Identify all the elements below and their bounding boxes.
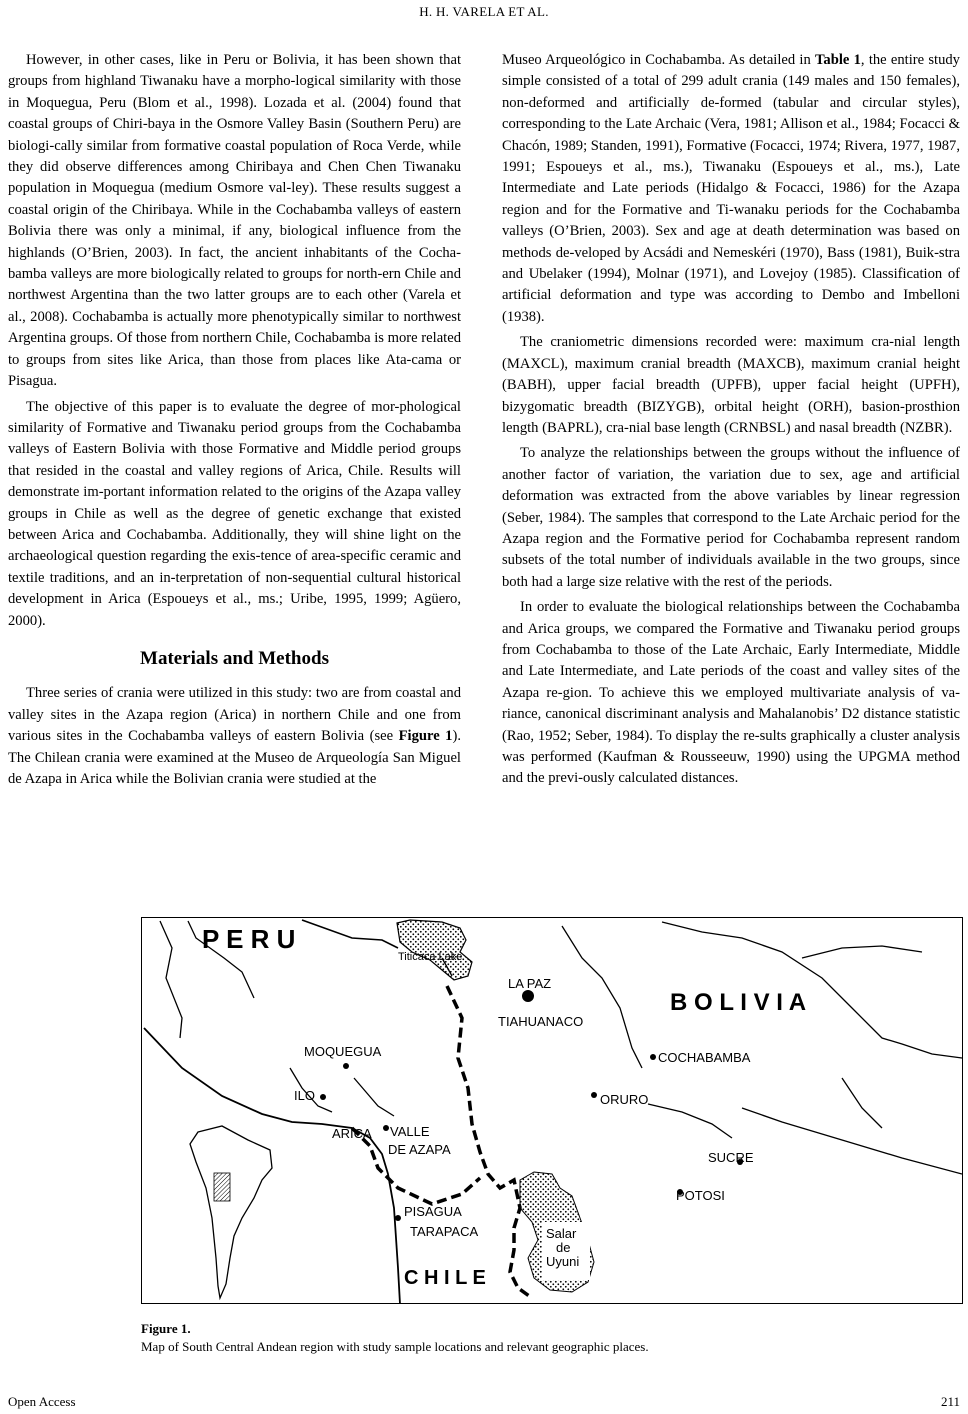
river [842,1078,882,1128]
moquegua-marker [343,1063,349,1069]
label-titicaca: Titicaca Lake [398,951,463,963]
figure-reference[interactable]: Figure 1 [398,728,453,745]
label-valle: VALLE [390,1124,430,1139]
table-reference[interactable]: Table 1 [815,52,861,68]
figure-caption-text: Map of South Central Andean region with study sample locations and relevant geographic places. [141,1339,649,1354]
paragraph: The objective of this paper is to evaluate the degree of mor-phological similarity of Formative and Tiwanaku period groups from the Cochabamba valleys of Eastern Bolivia with those Formative and Middle period groups that resided in the coastal and valley regions of Arica, Chile. Results will demonstrate im-portant information related to the origins of the Azapa valley groups in Chile as well as the degree of genetic exchange that existed between Arica and Cochabamba. Additionally, they will shine light on the archaeological question regarding the exis-tence of area-specific ceramic and textile traditions, and an in-terpretation of non-sequential cultural historical development in Arica (Espoueys et al., ms.; Uribe, 1995, 1999; Agüero, 2000). [8,398,461,629]
label-tarapaca: TARAPACA [410,1224,479,1239]
section-heading: Materials and Methods [140,647,329,669]
page-number: 211 [940,1394,960,1409]
oruro-marker [591,1092,597,1098]
border-line [447,986,532,1298]
label-tiahuanaco: TIAHUANACO [498,1014,584,1029]
map-svg [142,918,963,1304]
paragraph [502,50,960,328]
cochabamba-marker [650,1054,656,1060]
paragraph [8,683,461,790]
river [354,1078,394,1116]
figure-caption [141,1320,963,1356]
text-run: Museo Arqueológico in Cochabamba. As detailed in [502,52,816,68]
left-column [8,50,461,794]
footer-open-access: Open Access [8,1394,76,1409]
running-header: H. H. VARELA ET AL. [419,4,549,19]
text-run: , the entire study simple consisted of a total of 299 adult crania (149 males and 150 females), non-deformed and artificially de-formed (tabular and circular styles), corresponding to the Late Archaic (Vera, 1981; Allison et al., 1984; Focacci & Chacón, 1989; Standen, 1991), Formative (Focacci, 1974; Rivera, 1977, 1987, 1991; Espoueys et al., ms.), Tiwanaku (Espoueys et al., ms.), Late Intermediate and Late periods (Hidalgo & Focacci, 1986) for the Azapa region and for the Formative and Ti-wanaku periods for the Cochabamba valleys (O’Brien, 2003). Sex and age at death determination was based on methods de-veloped by Acsádi and Nemeskéri (1970), Bass (1981), Buik-stra and Ubelaker (1994), Molnar (1971), and Lovejoy (1985). Classification of artificial deformation and type was according to Dembo and Imbelloni (1938). [502,52,961,325]
label-sucre: SUCRE [708,1150,754,1165]
label-arica: ARICA [332,1126,372,1141]
label-peru: P E R U [202,924,296,954]
text-run: Three series of crania were utilized in this study: two are from coastal and valley sites in the Azapa region (Arica) in northern Chile and one from various sites in the Cochabamba valleys of eastern Bolivia (see [8,685,461,745]
titicaca-lake-shape [397,920,472,980]
label-salar-de: de [556,1240,571,1255]
label-moquegua: MOQUEGUA [304,1044,382,1059]
label-ilo: ILO [294,1088,315,1103]
paragraph: However, in other cases, like in Peru or Bolivia, it has been shown that groups from highland Tiwanaku have a morpho-logical similarity with those in Moquegua, Peru (Blom et al., 1998). Lozada et al. (2004) found that coastal groups of Chiri-baya in the Osmore Valley Basin (Southern Peru) are biologi-cally similar from formative coastal population of Roca Verde, while they did observe differences among Chiribaya and Chen Chen Tiwanaku population in Moquegua (medium Osmore val-ley). These results suggest a coastal origin of the Chiribaya. While in the Cochabamba valleys of eastern Bolivia there was only a minimal, if any, biological influence from the highlands (O’Brien, 2003). In fact, the ancient inhabitants of the Cocha-bamba valleys are more biologically related to groups for north-ern Chile and northwest Argentina than the two latter groups are to each other (Varela et al., 2008). Cochabamba is actually more phenotypically similar to northwest Argentina groups. Of those from northern Chile, Cochabamba is more related to groups from sites like Arica, than those from places like Ata-cama or Pisagua. [8,52,461,390]
paragraph: To analyze the relationships between the groups without the influence of another factor of variation, the variation due to sex, age and artificial deformation was extracted from the above variables by linear regression (Seber, 1984). The samples that correspond to the Late Archaic period for the Azapa region and the Formative period for Cochabamba represent random subsets of the total number of individuals available in the two groups, since both had a large size relative with the rest of the periods. [502,445,960,590]
river [562,926,642,1068]
label-uyuni: Uyuni [546,1254,580,1269]
text-run: ). The Chilean crania were examined at the Museo de Arqueología San Miguel de Azapa in Arica while the Bolivian crania were studied at the [8,728,461,787]
label-la-paz: LA PAZ [508,976,552,991]
label-de-azapa: DE AZAPA [388,1142,451,1157]
la-paz-marker [522,990,534,1002]
label-pisagua: PISAGUA [404,1204,462,1219]
river [648,1104,732,1138]
label-oruro: ORURO [600,1092,649,1107]
label-chile: C H I L E [404,1267,486,1289]
figure-caption-label: Figure 1. [141,1321,191,1336]
label-salar: Salar [546,1226,577,1241]
south-america-inset [190,1126,272,1298]
label-potosi: POTOSI [676,1188,725,1203]
arica-marker [383,1125,389,1131]
label-cochabamba: COCHABAMBA [658,1050,751,1065]
paragraph: In order to evaluate the biological relationships between the Cochabamba and Arica groups, we compared the Formative and Tiwanaku period groups from Cochabamba to those of the Late Archaic, Early Intermediate, Middle and Late Intermediate, and Late periods of the coast and valley sites of the Azapa re-gion. To achieve this we employed multivariate analysis of va-riance, canonical discriminant analysis and Mahalanobis’ D2 distance statistic (Rao, 1952; Seber, 1984). To display the re-sults graphically a cluster analysis was performed (Kaufman & Rousseeuw, 1990) using the UPGMA method and the previ-ously calculated distances. [502,599,960,787]
river [160,921,182,1038]
river [742,1108,962,1174]
right-column [502,50,960,794]
river [802,946,922,958]
ilo-marker [320,1094,326,1100]
figure-map [141,917,963,1304]
page-footer [8,1394,960,1410]
paragraph: The craniometric dimensions recorded were: maximum cra-nial length (MAXCL), maximum cranial breadth (MAXCB), maximum cranial height (BABH), upper facial breadth (UPFB), upper facial height (UPFH), bizygomatic breadth (BIZYGB), orbital height (ORH), basion-prosthion length (BAPRL), cra-nial base length (CRNBSL) and nasal breadth (NZBR). [502,334,960,436]
pisagua-marker [395,1215,401,1221]
label-bolivia: B O L I V I A [670,989,807,1016]
border-line [302,920,398,948]
